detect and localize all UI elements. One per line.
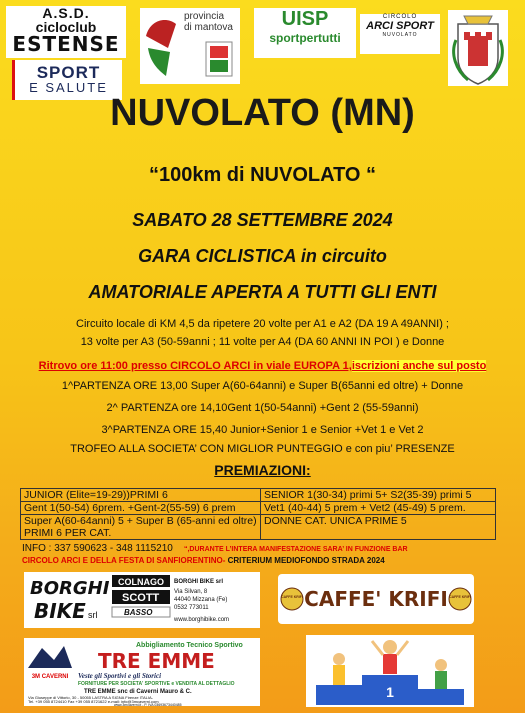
borghi-addr2: 44040 Mizzana (Fe) <box>174 597 228 603</box>
race-type: GARA CICLISTICA in circuito <box>138 246 387 266</box>
prizes-heading: PREMIAZIONI: <box>214 462 311 478</box>
krifi-badge-icon <box>281 588 303 610</box>
treemme-addr: Via Giuseppe di Vittorio, 30 - 50055 LASTRA A SIGNA Firenze ITALIA- <box>28 695 153 700</box>
meeting-text: Ritrovo ore 11:00 presso CIRCOLO ARCI in viale EUROPA 1, <box>38 360 352 372</box>
start-1: 1^PARTENZA ORE 13,00 Super A(60-64anni) e Super B(65anni ed oltre) + Donne <box>61 380 464 392</box>
meeting-point <box>0 360 525 372</box>
logo-line: provincia <box>184 11 225 22</box>
town-crest-icon <box>448 10 508 86</box>
kid-winner-icon <box>383 640 397 654</box>
info-line <box>22 543 512 554</box>
podium-number: 1 <box>386 684 394 700</box>
logo-line: sportpertutti <box>269 31 341 45</box>
borghi-company: BORGHI BIKE srl <box>174 579 224 585</box>
borghi-web: www.borghibike.com <box>174 617 230 623</box>
start-2: 2^ PARTENZA ore 14,10Gent 1(50-54anni) +Gent 2 (55-59anni) <box>106 402 419 414</box>
table-row <box>21 515 496 540</box>
start-3: 3^PARTENZA ORE 15,40 Junior+Senior 1 e Senior +Vet 1 e Vet 2 <box>101 424 424 436</box>
krifi-badge-text: CAFFE KRIFI <box>281 595 303 599</box>
logo-line: CIRCOLO <box>382 14 418 20</box>
treemme-motto: Veste gli Sportivi e gli Storici <box>78 672 162 680</box>
table-row <box>21 502 496 515</box>
kids-podium-illustration <box>306 635 474 707</box>
circolo-arci-sport-logo <box>360 14 440 54</box>
logo-line: di mantova <box>184 21 233 33</box>
table-cell: Gent 1(50-54) 6prem. +Gent-2(55-59) 6 prem <box>21 502 261 515</box>
table-cell: Super A(60-64anni) 5 + Super B (65-anni ed oltre) PRIMI 6 PER CAT. <box>21 515 261 540</box>
borghi-bike-sponsor <box>24 572 260 628</box>
kid-icon <box>333 653 345 665</box>
srl-word: srl <box>88 610 98 620</box>
asd-cicloclub-estense-logo <box>6 6 126 58</box>
borghi-addr1: Via Silvan, 8 <box>174 589 208 595</box>
info-line-2 <box>22 556 512 565</box>
logo-line: SPORT <box>36 63 101 82</box>
table-cell: JUNIOR (Elite=19-29))PRIMI 6 <box>21 489 261 502</box>
logo-line: NUVOLATO <box>382 32 418 38</box>
colnago-brand: COLNAGO <box>118 577 164 587</box>
logo-line: cicloclub <box>35 19 97 35</box>
table-cell: Vet1 (40-44) 5 prem + Vet2 (45-49) 5 prem. <box>261 502 496 515</box>
uisp-logo <box>254 8 356 58</box>
3m-caverni-logo-text: 3M CAVERNI <box>31 674 69 680</box>
logo-line: UISP <box>281 8 329 30</box>
treemme-web: www.3mcaverni.it - P. IVA 03693673440485 <box>114 703 182 706</box>
race-name: “100km di NUVOLATO “ <box>148 164 377 186</box>
table-cell: DONNE CAT. UNICA PRIME 5 <box>261 515 496 540</box>
race-category: AMATORIALE APERTA A TUTTI GLI ENTI <box>88 282 437 302</box>
borghi-bike-banner <box>24 572 260 628</box>
provincia-di-mantova-logo <box>140 8 240 84</box>
info-phones: INFO : 337 590623 - 348 1115210 <box>22 543 173 554</box>
trophy-info: TROFEO ALLA SOCIETA’ CON MIGLIOR PUNTEGGIO e con piu’ PRESENZE <box>70 443 455 455</box>
logo-line: ARCI SPORT <box>366 20 434 32</box>
tre-emme-sponsor <box>24 638 260 706</box>
table-row <box>21 489 496 502</box>
bike-word: BIKE <box>34 599 86 623</box>
page-title: NUVOLATO (MN) <box>110 92 415 134</box>
bar-notice: “,DURANTE L’INTERA MANIFESTAZIONE SARA’ IN FUNZIONE BAR <box>183 546 408 553</box>
event-date: SABATO 28 SETTEMBRE 2024 <box>132 210 393 230</box>
prizes-table <box>20 488 496 540</box>
bar-notice-2: CIRCOLO ARCI E DELLA FESTA DI SANFIORENTINO- <box>22 556 226 565</box>
registration-note: iscrizioni anche sul posto <box>351 360 487 372</box>
krifi-badge-icon <box>449 588 471 610</box>
logo-line: E SALUTE <box>29 80 108 95</box>
kid-icon <box>435 659 447 671</box>
borghi-phone: 0532 773011 <box>174 605 209 611</box>
borghi-word: BORGHI <box>30 578 110 599</box>
logo-line: ESTENSE <box>12 32 120 56</box>
scott-brand: SCOTT <box>122 592 160 604</box>
krifi-badge-text: CAFFE KRIFI <box>449 595 471 599</box>
treemme-tag: Abbigliamento Tecnico Sportivo <box>136 642 243 649</box>
caffe-krifi-name: CAFFE' KRIFI <box>304 587 448 611</box>
logo-line: A.S.D. <box>42 5 90 21</box>
treemme-line: FORNITURE PER SOCIETA' SPORTIVE e VENDITA AL DETTAGLIO <box>78 681 235 687</box>
criterium-note: CRITERIUM MEDIOFONDO STRADA 2024 <box>225 556 385 565</box>
treemme-contacts: Tel. +39 055 8724410 Fax +39 055 8721622 e-mail: info@3mcaverni.com <box>28 699 159 704</box>
basso-brand: BASSO <box>124 608 153 617</box>
treemme-company: TRE EMME snc di Caverni Mauro & C. <box>84 689 192 695</box>
treemme-name: TRE EMME <box>98 649 215 673</box>
table-cell: SENIOR 1(30-34) primi 5+ S2(35-39) primi 5 <box>261 489 496 502</box>
circuit-info-2: 13 volte per A3 (50-59anni ; 11 volte per A4 (DA 60 ANNI IN POI ) e Donne <box>80 336 445 348</box>
caffe-krifi-sponsor <box>278 574 474 624</box>
circuit-info-1: Circuito locale di KM 4,5 da ripetere 20 volte per A1 e A2 (DA 19 A 49ANNI) ; <box>76 318 449 330</box>
